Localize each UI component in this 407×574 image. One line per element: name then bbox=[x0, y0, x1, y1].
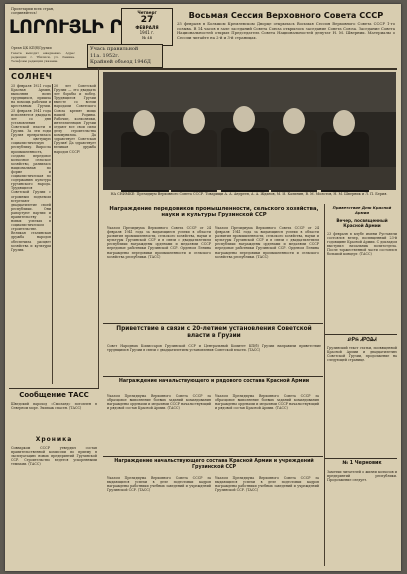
award-commander-text-a: Указом Президиума Верховного Совета СССР за образцовое выполнение боевых заданий командования награждены орденами и медалями СССР начальствующий и рядовой состав Красной Армии. (ТАСС) bbox=[107, 394, 211, 411]
tass-body: Шведский пароход «Смоланд» потоплен в Северном море. Экипаж спасен. (ТАСС) bbox=[11, 402, 97, 411]
award-main-text-b: Указом Президиума Верховного Совета СССР от 24 февраля 1941 года за выдающиеся успехи в области развития промышленности, сельского хозяйства, науки и культуры Грузинской ССР и в связи с двадцатилетием республики награждены орденами и медалями СССР передовые работники Грузинской ССР. Орденом Ленина награждены передовики промышленности и сельского хозяйства республики. (ТАСС) bbox=[215, 226, 319, 259]
notice-line-2: 11а. 1952г. bbox=[90, 53, 120, 59]
masthead-subtitle: Орган ЦК КП(б)Грузии bbox=[11, 46, 52, 50]
greeting-title: Приветствие в связи с 20-летием установления Советской власти в Грузии bbox=[116, 326, 312, 339]
award-main-text-a: Указом Президиума Верховного Совета СССР от 24 февраля 1941 года за выдающиеся успехи в области развития промышленности, сельского хозяйства, науки и культуры Грузинской ССР и в связи с двадцатилетием республики награждены орденами и медалями СССР передовые работники Грузинской ССР. Орденом Ленина награждены передовики промышленности и сельского хозяйства республики. (ТАСС) bbox=[107, 226, 211, 259]
top-article-body: 25 февраля в Большом Кремлевском Дворце открылась Восьмая Сессия Верховного Совета СССР 1-го созыва. В 14 часов в зале заседаний Совета Союза открылось заседание Совета Союза. Заседание Совета Национальностей открыл Председатель Совета Национальностей депутат Н. М. Шверник. Материалы о Сессии читайте на 2-й и 3-й страницах. bbox=[177, 21, 395, 40]
date-month: ФЕВРАЛЯ bbox=[135, 25, 159, 30]
right-column-header: Приветствие Дню Красной Армии bbox=[332, 205, 392, 215]
award-institutions-text-a: Указом Президиума Верховного Совета СССР за выдающиеся успехи в деле подготовки кадров награждены работники учебных заведений и учреждений Грузинской ССР. (ТАСС) bbox=[107, 476, 211, 493]
right-column-bottom-body: Заметки читателей о жизни колхозов и предприятий республики. Продолжение следует. bbox=[327, 470, 397, 483]
left-column-header: СОЛНЕЧ bbox=[11, 72, 53, 81]
right-column-subheader: Вечер, посвященный Красной Армии bbox=[336, 218, 388, 228]
award-commander-title: Награждение начальствующего и рядового состава Красной Армии bbox=[118, 379, 310, 384]
right-column-bottom-head: № 1 Черновик bbox=[342, 461, 382, 466]
photo-caption: НА СНИМКЕ: Президиум Верховного Совета СССР. Товарищи А. А. Андреев, А. А. Жданов, М. И. Калинин, В. М. Молотов, Н. М. Шверник и Л. П. Берия. bbox=[110, 192, 388, 196]
award-commander-text-b: Указом Президиума Верховного Совета СССР за образцовое выполнение боевых заданий командования награждены орденами и медалями СССР начальствующий и рядовой состав Красной Армии. (ТАСС) bbox=[215, 394, 319, 411]
date-number: 27 bbox=[140, 15, 154, 25]
newspaper-page: Пролетарии всех стран, соединяйтесь! ԼՈՐՈՒՅԼԻ Ր Орган ЦК КП(б)Грузии Газета выходит ежедневно. Адрес редакции: г. Тбилиси, ул. Ленина. Телефоны редакции указаны. Четверг 27 ФЕВРАЛЯ 1941 г. № 48 Учась правильной 11а. 1952г. Крайней объезд 1946Д Восьмая Сессия Верховного Совета СССР 25 февраля в Большом Кремлевском Дворце открылась Восьмая Сессия Верховного Совета СССР 1-го созыва. В 14 часов в зале заседаний Совета Союза открылось заседание Совета Союза. Заседание Совета Национальностей открыл Председатель Совета Национальностей депутат Н. М. Шверник. Материалы о Сессии читайте на 2-й и 3-й страницах. СОЛНЕЧ 25 февраля 1921 года Красная Армия, выполняя волю трудящихся, пришла на помощь рабочим и крестьянам Грузии. 25 февраля 1941 года исполняется двадцать лет со дня установления Советской власти в Грузии. За эти годы Грузия превратилась в цветущую социалистическую республику. Выросла промышленность, создано передовое колхозное сельское хозяйство, развилась национальная по форме и социалистическая по содержанию культура грузинского народа. Трудящиеся Советской Грузии с огромным подъемом встречают двадцатилетие своей республики. Они рапортуют партии и правительству о новых успехах в социалистическом строительстве. Великая сталинская дружба народов обеспечила расцвет хозяйства и культуры Грузии. 20 лет Советской Грузии — это двадцать лет борьбы и побед. Трудящиеся Грузии вместе со всеми народами Советского Союза крепят мощь нашей Родины. Рабочие, колхозники, интеллигенция Грузии отдают все свои силы делу строительства коммунизма. Да здравствует Советская Грузия! Да здравствует великая дружба народов СССР! НА СНИМКЕ: Президиум Верховного Совета СССР. Товарищи А. А. Андреев, А. А. Жданов, М. И. Калинин, В. М. Молотов, Н. М. Шверник и Л. П. Берия. Награждение передовиков промышленности, сельского хозяйства, науки и культуры Грузинской ССР Указом Президиума Верховного Совета СССР от 24 февраля 1941 года за выдающиеся успехи в области развития промышленности, сельского хозяйства, науки и культуры Грузинской ССР и в связи с двадцатилетием республики награждены орденами и медалями СССР передовые работники Грузинской ССР. Орденом Ленина награждены передовики промышленности и сельского хозяйства республики. (ТАСС) Указом Президиума Верховного Совета СССР от 24 февраля 1941 года за выдающиеся успехи в области развития промышленности, сельского хозяйства, науки и культуры Грузинской ССР и в связи с двадцатилетием республики награждены орденами и медалями СССР передовые работники Грузинской ССР. Орденом Ленина награждены передовики промышленности и сельского хозяйства республики. (ТАСС) Приветствие в связи с 20-летием установления Советской власти в Грузии Совет Народных Комиссаров Грузинской ССР и Центральный Комитет КП(б) Грузии направили приветствие трудящимся Грузии в связи с двадцатилетием установления Советской власти. (ТАСС) Награждение начальствующего и рядового состава Красной Армии Указом Президиума Верховного Совета СССР за образцовое выполнение боевых заданий командования награждены орденами и медалями СССР начальствующий и рядовой состав Красной Армии. (ТАСС) Указом Президиума Верховного Совета СССР за образцовое выполнение боевых заданий командования награждены орденами и медалями СССР начальствующий и рядовой состав Красной Армии. (ТАСС) Награждение начальствующего состава Красной Армии и учреждений Грузинской ССР Указом Президиума Верховного Совета СССР за выдающиеся успехи в деле подготовки кадров награждены работники учебных заведений и учреждений Грузинской ССР. (ТАСС) Указом Президиума Верховного Совета СССР за выдающиеся успехи в деле подготовки кадров награждены работники учебных заведений и учреждений Грузинской ССР. (ТАСС) Приветствие Дню Красной Армии Вечер, посвященный Красной Армии 23 февраля в клубе имени Руставели состоялся вечер, посвященный 23-й годовщине Красной Армии. С докладом выступил начальник политотдела. После торжественной части состоялся большой концерт. (ТАСС) ՔᏢՏ ᏗᏢᏣᎲᏗ Грузинский текст статьи, посвященной Красной Армии и двадцатилетию Советской Грузии, продолжение на следующей странице. № 1 Черновик Заметки читателей о жизни колхозов и предприятий республики. Продолжение следует. Сообщение ТАСС Шведский пароход «Смоланд» потоплен в Северном море. Экипаж спасен. (ТАСС) Хроника Совнарком СССР утвердил состав правительственной комиссии по приему в эксплуатацию новых предприятий Грузинской ССР. Строительство ведется ускоренными темпами. (ТАСС) bbox=[5, 4, 401, 571]
right-column-body: 23 февраля в клубе имени Руставели состоялся вечер, посвященный 23-й годовщине Красной Армии. С докладом выступил начальник политотдела. После торжественной части состоялся большой концерт. (ТАСС) bbox=[327, 232, 397, 257]
slogan: Пролетарии всех стран, соединяйтесь! bbox=[11, 7, 55, 16]
date-year: 1941 г. bbox=[139, 30, 155, 35]
left-column-text-b: 20 лет Советской Грузии — это двадцать лет борьбы и побед. Трудящиеся Грузии вместе со всеми народами Советского Союза крепят мощь нашей Родины. Рабочие, колхозники, интеллигенция Грузии отдают все свои силы делу строительства коммунизма. Да здравствует Советская Грузия! Да здравствует великая дружба народов СССР! bbox=[54, 84, 96, 154]
top-article-title: Восьмая Сессия Верховного Совета СССР bbox=[188, 10, 384, 20]
award-main-title: Награждение передовиков промышленности, сельского хозяйства, науки и культуры Грузинской ССР bbox=[109, 206, 319, 219]
chronicle-title: Хроника bbox=[35, 436, 73, 443]
chronicle-body: Совнарком СССР утвердил состав правительственной комиссии по приему в эксплуатацию новых предприятий Грузинской ССР. Строительство ведется ускоренными темпами. (ТАСС) bbox=[11, 446, 97, 467]
greeting-body: Совет Народных Комиссаров Грузинской ССР и Центральный Комитет КП(б) Грузии направили приветствие трудящимся Грузии в связи с двадцатилетием установления Советской власти. (ТАСС) bbox=[107, 344, 321, 353]
presidium-photo bbox=[103, 72, 396, 190]
notice-line-3: Крайней объезд 1946Д bbox=[90, 59, 151, 65]
right-column-georgian-head: ՔᏢՏ ᏗᏢᏣᎲᏗ bbox=[347, 337, 377, 343]
issue-number: № 48 bbox=[142, 35, 152, 40]
notice-line-1: Учась правильной bbox=[90, 46, 139, 52]
right-column-georgian-body: Грузинский текст статьи, посвященной Красной Армии и двадцатилетию Советской Грузии, продолжение на следующей странице. bbox=[327, 346, 397, 363]
newspaper-title: ԼՈՐՈՒՅԼԻ Ր bbox=[9, 16, 122, 38]
left-column-text-a: 25 февраля 1921 года Красная Армия, выполняя волю трудящихся, пришла на помощь рабочим и крестьянам Грузии. 25 февраля 1941 года исполняется двадцать лет со дня установления Советской власти в Грузии. За эти годы Грузия превратилась в цветущую социалистическую республику. Выросла промышленность, создано передовое колхозное сельское хозяйство, развилась национальная по форме и социалистическая по содержанию культура грузинского народа. Трудящиеся Советской Грузии с огромным подъемом встречают двадцатилетие своей республики. Они рапортуют партии и правительству о новых успехах в социалистическом строительстве. Великая сталинская дружба народов обеспечила расцвет хозяйства и культуры Грузии. bbox=[11, 84, 51, 252]
award-institutions-text-b: Указом Президиума Верховного Совета СССР за выдающиеся успехи в деле подготовки кадров награждены работники учебных заведений и учреждений Грузинской ССР. (ТАСС) bbox=[215, 476, 319, 493]
tass-title: Сообщение ТАСС bbox=[19, 391, 89, 399]
award-institutions-title: Награждение начальствующего состава Красной Армии и учреждений Грузинской ССР bbox=[114, 459, 314, 470]
date-box bbox=[121, 8, 173, 46]
notice-box bbox=[87, 44, 163, 68]
date-day: Четверг bbox=[137, 10, 157, 15]
